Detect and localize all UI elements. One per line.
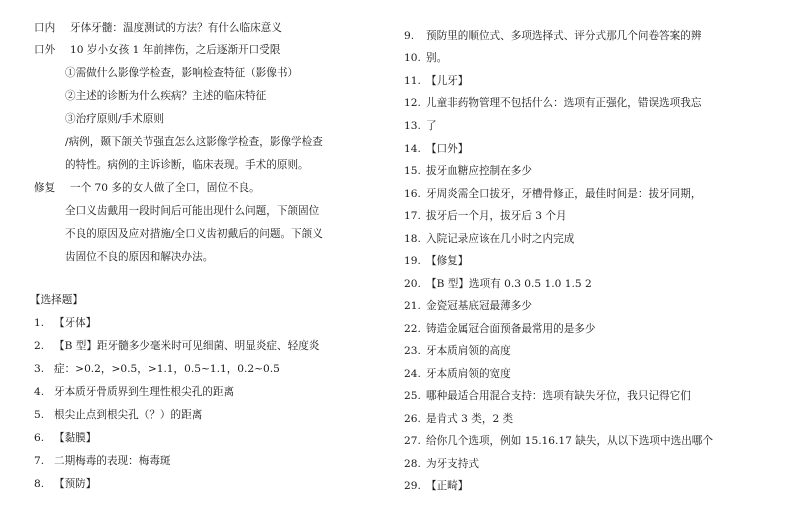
item-number: 10. [404,52,421,64]
item-text: 拔牙后一个月，拔牙后 3 个月 [426,210,567,222]
row-label: 口外 [34,44,56,56]
item-text: 预防里的顺位式、多项选择式、评分式那几个问卷答案的辨 [426,30,702,42]
item-text: 入院记录应该在几小时之内完成 [426,233,575,245]
item-text: 铸造金属冠合面预备最常用的是多少 [426,323,596,335]
item-number: 19. [404,255,421,267]
item-number: 4. [34,386,45,398]
item-number: 26. [404,413,421,425]
item-text: 【修复】 [426,255,469,267]
item-text: 症：>0.2，>0.5，>1.1，0.5~1.1，0.2~0.5 [54,363,280,375]
item-number: 28. [404,458,421,470]
item-number: 6. [34,432,45,444]
item-number: 1. [34,317,45,329]
item-number: 29. [404,480,421,492]
row-text: 全口义齿戴用一段时间后可能出现什么问题，下颌固位 [65,205,320,217]
item-number: 20. [404,278,421,290]
item-number: 12. [404,97,421,109]
row-text: /病例，颞下颌关节强直怎么这影像学检查，影像学检查 [65,136,323,148]
item-text: 给你几个选项，例如 15.16.17 缺失，从以下选项中选出哪个 [426,435,713,447]
item-number: 14. [404,143,421,155]
item-number: 7. [34,455,45,467]
item-text: 【正畸】 [426,480,469,492]
item-text: 根尖止点到根尖孔（？）的距离 [54,409,203,421]
item-text: 为牙支持式 [426,458,479,470]
item-number: 21. [404,300,421,312]
item-number: 3. [34,363,45,375]
item-number: 25. [404,390,421,402]
row-text: 10 岁小女孩 1 年前摔伤，之后逐渐开口受限 [70,44,281,56]
item-text: 牙本质肩领的宽度 [426,368,511,380]
item-text: 【黏膜】 [54,432,97,444]
item-text: 【预防】 [54,478,97,490]
item-number: 24. [404,368,421,380]
item-number: 8. [34,478,45,490]
item-number: 13. [404,120,421,132]
item-number: 15. [404,165,421,177]
item-number: 18. [404,233,421,245]
item-text: 牙周炎需全口拔牙，牙槽骨修正，最佳时间是：拔牙同期， [426,188,702,200]
item-text: 哪种最适合用混合支持：选项有缺失牙位，我只记得它们 [426,390,691,402]
row-text: 一个 70 多的女人做了全口，固位不良。 [70,182,260,194]
item-number: 16. [404,188,421,200]
row-label: 修复 [34,182,56,194]
row-text: 牙体牙髓：温度测试的方法？有什么临床意义 [70,22,282,34]
row-text: ②主述的诊断为什么疾病？主述的临床特征 [65,90,267,102]
row-text: ③治疗原则/手术原则 [65,113,164,125]
item-number: 2. [34,340,45,352]
item-text: 是肯式 3 类，2 类 [426,413,514,425]
item-text: 【儿牙】 [426,75,469,87]
row-label: 口内 [34,22,56,34]
item-text: 【B 型】选项有 0.3 0.5 1.0 1.5 2 [426,278,592,290]
item-text: 别。 [426,52,448,64]
item-text: 二期梅毒的表现：梅毒斑 [54,455,171,467]
item-text: 【口外】 [426,143,469,155]
item-number: 9. [404,30,415,42]
row-text: 不良的原因及应对措施/全口义齿初戴后的问题。下颌义 [65,228,323,240]
item-number: 22. [404,323,421,335]
item-text: 牙本质肩领的高度 [426,345,511,357]
row-text: 齿固位不良的原因和解决办法。 [65,251,214,263]
item-text: 金瓷冠基底冠最薄多少 [426,300,532,312]
item-text: 【牙体】 [54,317,97,329]
item-number: 23. [404,345,421,357]
item-number: 11. [404,75,421,87]
item-number: 17. [404,210,421,222]
item-number: 27. [404,435,421,447]
item-text: 了 [426,120,437,132]
item-text: 【B 型】距牙髓多少毫米时可见细菌、明显炎症、轻度炎 [54,340,320,352]
mcq-heading: 【选择题】 [30,294,83,306]
item-text: 牙本质牙骨质界到生理性根尖孔的距离 [54,386,235,398]
item-text: 儿童非药物管理不包括什么：选项有正强化，错误选项我忘 [426,97,702,109]
item-number: 5. [34,409,45,421]
item-text: 拔牙血糖应控制在多少 [426,165,532,177]
row-text: 的特性。病例的主诉诊断，临床表现。手术的原则。 [65,159,309,171]
row-text: ①需做什么影像学检查，影响检查特征（影像书） [65,67,299,79]
